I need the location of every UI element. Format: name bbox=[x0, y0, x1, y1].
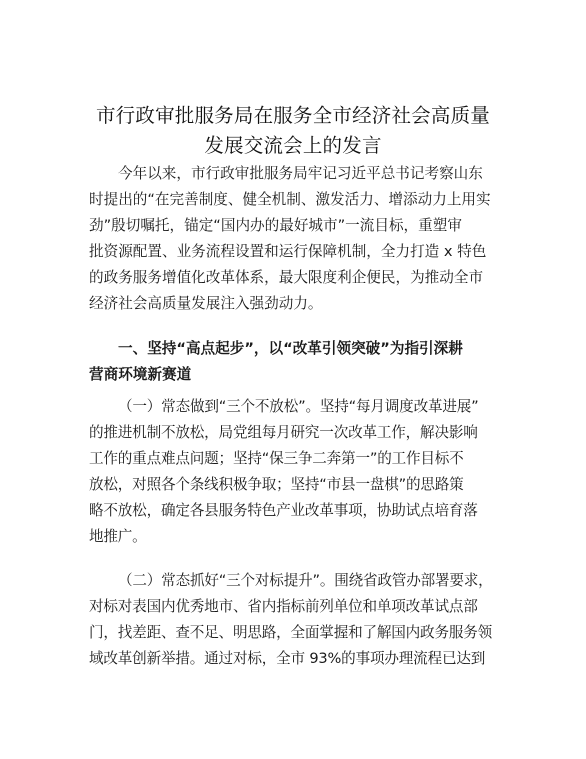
subsection-paragraph-2 bbox=[89, 568, 513, 672]
section-heading bbox=[89, 336, 513, 388]
document-title-line: 发展交流会上的发言 bbox=[204, 134, 382, 157]
text-line: 批资源配置、业务流程设置和运行保障机制，全力打造 x 特色 bbox=[89, 243, 487, 261]
text-line: 的推进机制不放松，局党组每月研究一次改革工作，解决影响 bbox=[89, 424, 478, 442]
text-line: 略不放松，确定各县服务特色产业改革事项，协助试点培育落 bbox=[89, 502, 478, 520]
text-line: 放松，对照各个条线积极争取；坚持“市县一盘棋”的思路策 bbox=[89, 476, 464, 494]
text-line: 门，找差距、查不足、明思路，全面掌握和了解国内政务服务领 bbox=[89, 624, 493, 642]
text-line: （一）常态做到“三个不放松”。坚持“每月调度改革进展” bbox=[118, 398, 479, 415]
heading-line: 营商环境新赛道 bbox=[89, 366, 192, 384]
heading-line: 一、坚持“高点起步”，以“改革引领突破”为指引深耕 bbox=[118, 340, 463, 357]
text-line: 劲”殷切嘱托，锚定“国内办的最好城市”一流目标，重塑审 bbox=[89, 217, 462, 235]
text-line: （二）常态抓好“三个对标提升”。围绕省政管办部署要求， bbox=[118, 572, 493, 589]
subsection-paragraph-1 bbox=[89, 394, 513, 551]
text-line: 的政务服务增值化改革体系，最大限度利企便民，为推动全市 bbox=[89, 269, 484, 287]
text-line: 工作的重点难点问题；坚持“保三争二奔第一”的工作目标不 bbox=[89, 450, 464, 468]
intro-paragraph bbox=[89, 161, 513, 318]
text-line: 对标对表国内优秀地市、省内指标前列单位和单项改革试点部 bbox=[89, 598, 478, 616]
text-line: 域改革创新举措。通过对标，全市 93%的事项办理流程已达到 bbox=[89, 650, 486, 668]
text-line: 经济社会高质量发展注入强劲动力。 bbox=[89, 295, 323, 313]
text-line: 地推广。 bbox=[89, 528, 147, 546]
text-line: 今年以来，市行政审批服务局牢记习近平总书记考察山东 bbox=[118, 165, 483, 182]
document-title-line: 市行政审批服务局在服务全市经济社会高质量 bbox=[95, 104, 490, 127]
document-title bbox=[60, 101, 526, 161]
text-line: 时提出的“在完善制度、健全机制、激发活力、增添动力上用实 bbox=[89, 191, 491, 209]
